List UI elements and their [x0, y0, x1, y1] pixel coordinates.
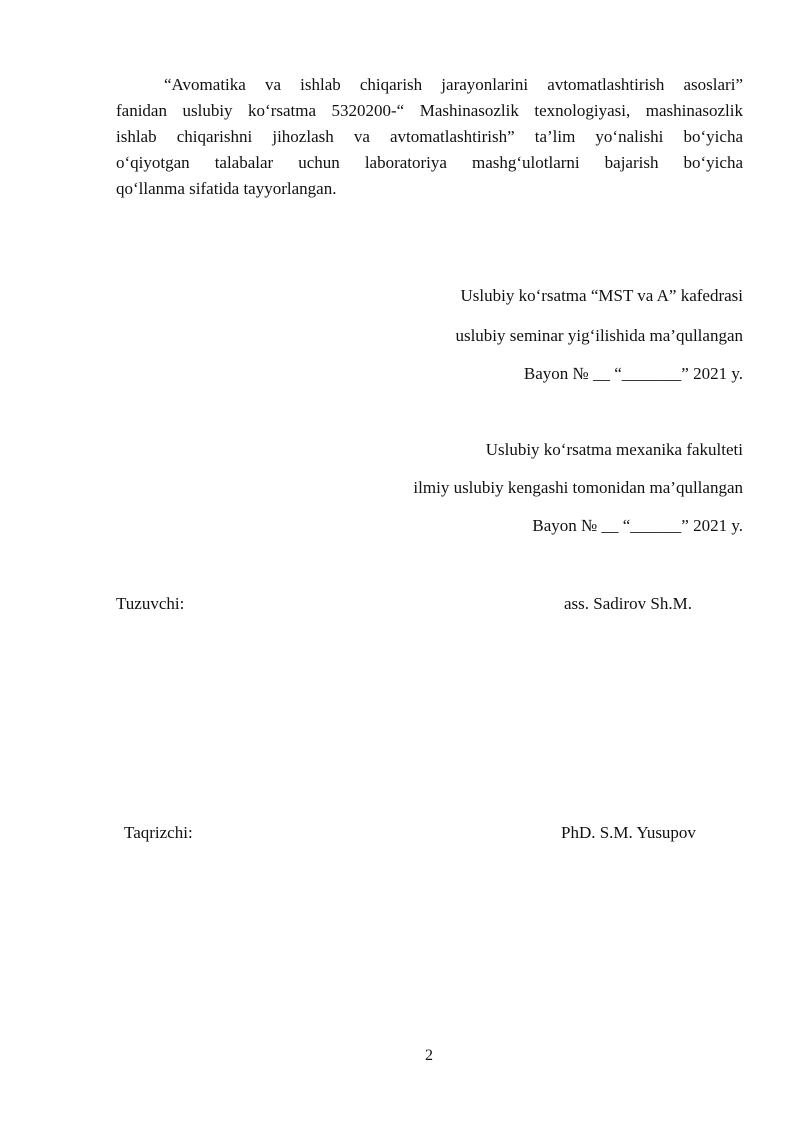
intro-paragraph: [116, 72, 743, 202]
intro-line: qo‘llanma sifatida tayyorlangan.: [116, 179, 337, 198]
approval-faculty-protocol: Bayon № __ “______” 2021 y.: [532, 516, 743, 535]
compiler-name: ass. Sadirov Sh.M.: [564, 594, 692, 613]
intro-line: o‘qiyotgan talabalar uchun laboratoriya mashg‘ulotlarni bajarish bo‘yicha: [116, 153, 743, 172]
page-number: 2: [425, 1047, 433, 1064]
reviewer-name: PhD. S.M. Yusupov: [561, 823, 696, 842]
intro-line: ishlab chiqarishni jihozlash va avtomatlashtirish” ta’lim yo‘nalishi bo‘yicha: [116, 127, 743, 146]
approval-faculty-line: ilmiy uslubiy kengashi tomonidan ma’qullangan: [413, 478, 743, 497]
reviewer-label: Taqrizchi:: [124, 823, 193, 842]
compiler-label: Tuzuvchi:: [116, 594, 185, 613]
approval-faculty-line: Uslubiy ko‘rsatma mexanika fakulteti: [485, 440, 743, 459]
intro-line: fanidan uslubiy ko‘rsatma 5320200-“ Mashinasozlik texnologiyasi, mashinasozlik: [116, 101, 743, 120]
approval-department-line: uslubiy seminar yig‘ilishida ma’qullangan: [455, 326, 743, 345]
approval-department-protocol: Bayon № __ “_______” 2021 y.: [523, 364, 743, 383]
intro-line: “Avomatika va ishlab chiqarish jarayonlarini avtomatlashtirish asoslari”: [164, 75, 743, 94]
approval-department-line: Uslubiy ko‘rsatma “MST va A” kafedrasi: [460, 286, 743, 305]
